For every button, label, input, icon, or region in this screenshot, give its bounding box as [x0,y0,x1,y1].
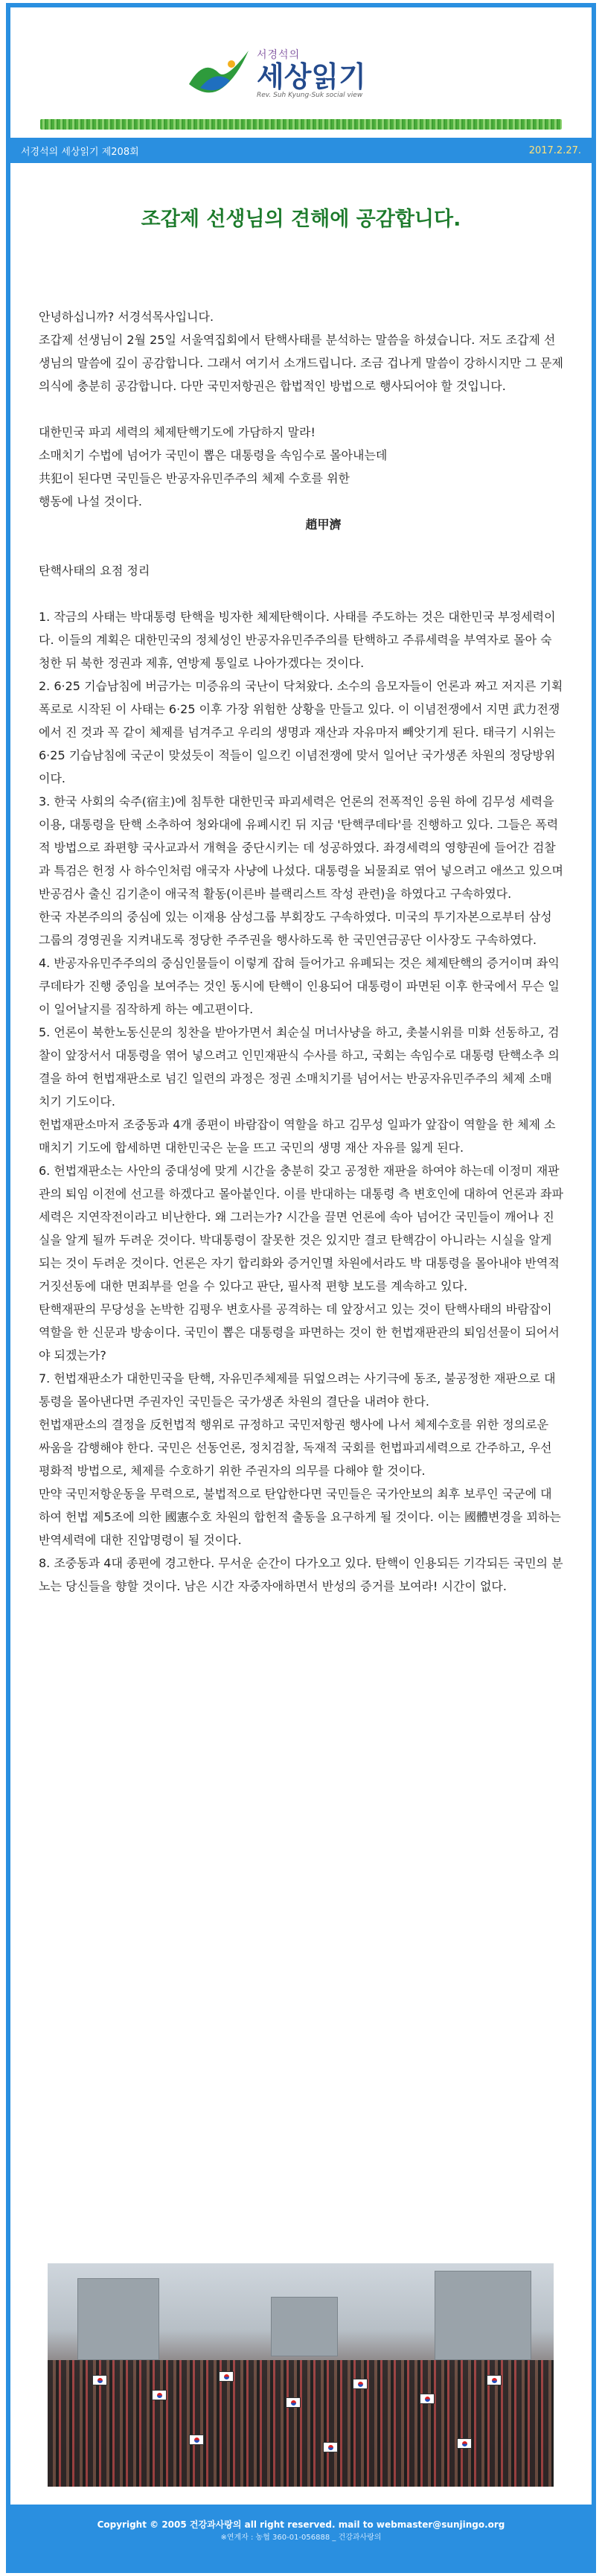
intro-paragraph: 조갑제 선생님이 2월 25일 서울역집회에서 탄핵사태를 분석하는 말씀을 하셨습니다. 저도 조갑제 선생님의 말씀에 깊이 공감합니다. 그래서 여기서 소개드립니다. 조금 겁나게 말씀이 강하시지만 그 문제의식에 충분히 공감합니다. 다만 국민저항권은 합법적인 방법으로 행사되어야 할 것입니다. [39,333,563,393]
point-paragraph: 만약 국민저항운동을 무력으로, 불법적으로 탄압한다면 국민들은 국가안보의 최후 보루인 국군에 대하여 헌법 제5조에 의한 國憲수호 차원의 합헌적 출동을 요구하게 될 것이다. 이는 國體변경을 꾀하는 반역세력에 대한 진압명령이 될 것이다. [39,1487,561,1547]
issue-number: 서경석의 세상읽기 제208회 [21,146,139,158]
point-paragraph: 5. 언론이 북한노동신문의 칭찬을 받아가면서 최순실 머너사냥을 하고, 촛불시위를 미화 선동하고, 검찰이 앞장서서 대통령을 엮어 넣으려고 인민재판식 수사를 하고, 국회는 속임수로 대통령 탄핵소추 의결을 하여 헌법재판소로 넘긴 일련의 과정은 정권 소매치기를 넘어서는 반공자유민주주의 체제 소매치기 기도이다. [39,1025,560,1109]
point-paragraph: 1. 작금의 사태는 박대통령 탄핵을 빙자한 체제탄핵이다. 사태를 주도하는 것은 대한민국 부정세력이다. 이들의 계획은 대한민국의 정체성인 반공자유민주주의를 탄핵하고 주류세력을 부역자로 몰아 숙청한 뒤 북한 정권과 제휴, 연방제 통일로 나아가겠다는 것이다. [39,610,556,670]
logo [185,43,366,103]
footer-copyright: Copyright © 2005 건강과사랑의 all right reserved. mail to webmaster@sunjingo.org [97,2519,505,2530]
point-paragraph: 3. 한국 사회의 숙주(宿主)에 침투한 대한민국 파괴세력은 언론의 전폭적인 응원 하에 김무성 세력을 이용, 대통령을 탄핵 소추하여 청와대에 유폐시킨 뒤 지금 '탄핵쿠데타'를 진행하고 있다. 그들은 폭력적 방법으로 좌편향 국사교과서 개혁을 중단시키는 데 성공하였다. 좌경세력의 영향권에 들어간 검찰과 특검은 헌정 사 하수인처럼 애국자 사냥에 나섰다. 대통령을 뇌물죄로 엮어 넣으려고 애쓰고 있으며 반공검사 출신 김기춘이 애국적 활동(이른바 블랙리스트 작성 관련)을 하였다고 구속하였다. [39,794,563,901]
point-paragraph: 한국 자본주의의 중심에 있는 이재용 삼성그룹 부회장도 구속하였다. 미국의 투기자본으로부터 삼성그룹의 경영권을 지켜내도록 정당한 주주권을 행사하도록 한 국민연금공단 이사장도 구속하였다. [39,910,552,947]
intro-greeting: 안녕하십니까? 서경석목사입니다. [39,310,214,324]
newsletter-frame [6,3,596,2573]
rally-photo [48,2263,554,2487]
point-paragraph: 2. 6·25 기습남침에 버금가는 미증유의 국난이 닥쳐왔다. 소수의 음모자들이 언론과 짜고 저지른 기획폭로로 시작된 이 사태는 6·25 이후 가장 위험한 상황을 만들고 있다. 이 이념전쟁에서 지면 武力전쟁에서 진 것과 꼭 같이 체제를 넘겨주고 우리의 생명과 재산과 자유마저 빼앗기게 된다. 태극기 시위는 6·25 기습남침에 국군이 맞섰듯이 적들이 일으킨 이념전쟁에 맞서 일어난 국가생존 차원의 정당방위이다. [39,679,563,785]
issue-date: 2017.2.27. [528,144,581,156]
declaration-line: 共犯이 된다면 국민들은 반공자유민주주의 체제 수호를 위한 [39,471,350,485]
signature: 趙甲濟 [305,517,342,532]
point-paragraph: 7. 헌법재판소가 대한민국을 탄핵, 자유민주체제를 뒤엎으려는 사기극에 동조, 불공정한 재판으로 대통령을 몰아낸다면 주권자인 국민들은 국가생존 차원의 결단을 내려야 한다. [39,1371,556,1409]
footer [10,2505,592,2569]
newsletter-header [10,7,592,125]
bird-logo-icon [185,43,252,103]
logo-big-text: 세상읽기 [257,60,366,93]
logo-sub-text: Rev. Suh Kyung-Suk social view [257,92,363,99]
section-title: 탄핵사태의 요점 정리 [39,564,150,578]
grass-divider [40,119,562,130]
declaration-line: 행동에 나설 것이다. [39,494,142,508]
article-title: 조갑제 선생님의 견해에 공감합니다. [141,208,461,231]
declaration-line: 소매치기 수법에 넘어가 국민이 뽑은 대통령을 속임수로 몰아내는데 [39,448,388,462]
point-paragraph: 4. 반공자유민주주의의 중심인물들이 이렇게 잡혀 들어가고 유폐되는 것은 체제탄핵의 증거이며 좌익쿠데타가 진행 중임을 보여주는 것인 동시에 탄핵이 인용되어 대통령이 파면된 이후 한국에서 무슨 일이 일어날지를 짐작하게 하는 예고편이다. [39,956,560,1016]
point-paragraph: 8. 조중동과 4대 종편에 경고한다. 무서운 순간이 다가오고 있다. 탄핵이 인용되든 기각되든 국민의 분노는 당신들을 향할 것이다. 남은 시간 자중자애하면서 반성의 증거를 보여라! 시간이 없다. [39,1556,563,1593]
issue-bar [10,138,592,163]
logo-small-text: 서경석의 [257,49,301,61]
article-body [39,305,563,1598]
point-paragraph: 헌법재판소의 결정을 反헌법적 행위로 규정하고 국민저항권 행사에 나서 체제수호를 위한 정의로운 싸움을 감행해야 한다. 국민은 선동언론, 정치검찰, 독재적 국회를 헌법파괴세력으로 간주하고, 우선 평화적 방법으로, 체제를 수호하기 위한 주권자의 의무를 다해야 할 것이다. [39,1418,552,1478]
point-paragraph: 탄핵재판의 무당성을 논박한 김평우 변호사를 공격하는 데 앞장서고 있는 것이 탄핵사태의 바람잡이 역할을 한 신문과 방송이다. 국민이 뽑은 대통령을 파면하는 것이 한 헌법재판관의 퇴임선물이 되어서야 되겠는가? [39,1302,560,1362]
declaration-line: 대한민국 파괴 세력의 체제탄핵기도에 가담하지 말라! [39,425,316,439]
footer-account: ※연계자 : 농협 360-01-056888 _ 건강과사랑의 [220,2534,382,2542]
point-paragraph: 6. 헌법재판소는 사안의 중대성에 맞게 시간을 충분히 갖고 공정한 재판을 하여야 하는데 이정미 재판관의 퇴임 이전에 선고를 하겠다고 몰아붙인다. 이를 반대하는 대통령 측 변호인에 대하여 언론과 좌파세력은 지연작전이라고 비난한다. 왜 그러는가? 시간을 끌면 언론에 속아 넘어간 국민들이 깨어나 진실을 알게 될까 두려운 것이다. 박대통령이 잘못한 것은 있지만 결코 탄핵감이 아니라는 시실을 알게 되는 것이 두려운 것이다. 언론은 자기 합리화와 증거인멸 차원에서라도 박 대통령을 몰아내야 반역적 거짓선동에 대한 면죄부를 얻을 수 있다고 판단, 필사적 편향 보도를 계속하고 있다. [39,1164,563,1293]
point-paragraph: 헌법재판소마저 조중동과 4개 종편이 바람잡이 역할을 하고 김무성 일파가 앞잡이 역할을 한 체제 소매치기 기도에 합세하면 대한민국은 눈을 뜨고 국민의 생명 재산 자유를 잃게 된다. [39,1118,556,1155]
